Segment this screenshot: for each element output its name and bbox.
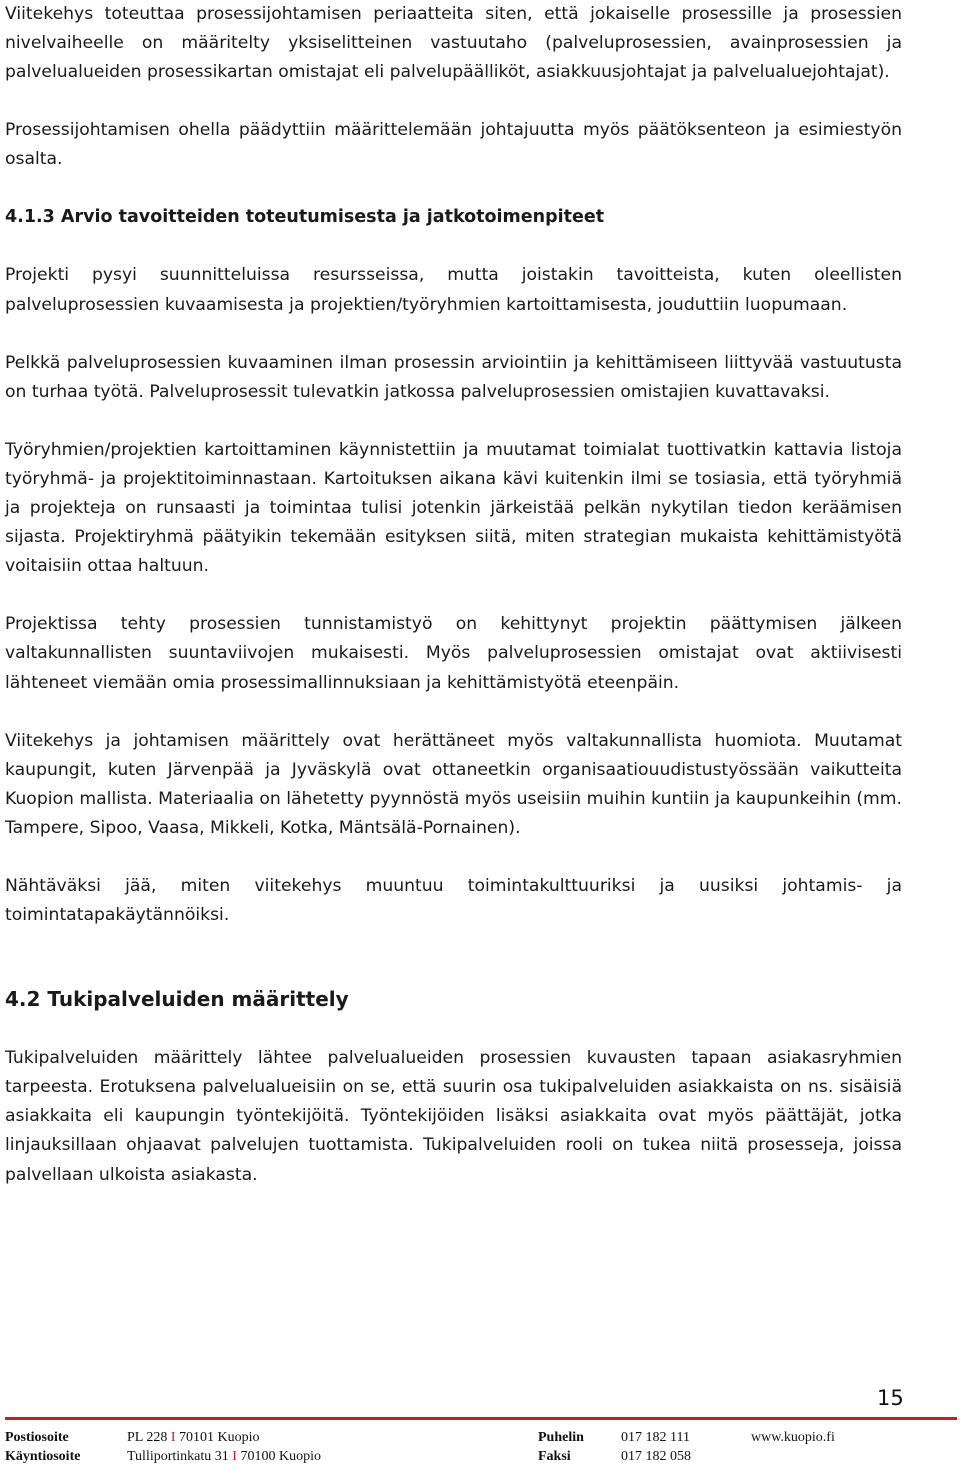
phone-label: Puhelin [538,1430,584,1445]
fax-label: Faksi [538,1449,571,1464]
phone-number: 017 182 111 [621,1430,690,1445]
page-number: 15 [877,1386,904,1410]
paragraph-outlook: Nähtäväksi jää, miten viitekehys muuntuu toimintakulttuuriksi ja uusiksi johtamis- ja toimintatapakäytännöiksi. [5,875,902,926]
paragraph-leadership-definition: Prosessijohtamisen ohella päädyttiin määrittelemään johtajuutta myös päätöksenteon ja esimiestyön osalta. [5,120,902,170]
visiting-code-city: 70100 Kuopio [240,1449,321,1464]
page-footer [5,1428,955,1466]
street-address: Tulliportinkatu 31 [127,1449,229,1464]
paragraph-process-description: Pelkkä palveluprosessien kuvaaminen ilman prosessin arviointiin ja kehittämiseen liittyvää vastuutusta on turhaa työtä. Palveluprosessit tulevatkin jatkossa palveluprosessien omistajien kuvattavaksi. [5,352,902,402]
postal-address-label: Postiosoite [5,1430,69,1445]
footer-divider [5,1417,957,1420]
visiting-address [127,1447,321,1466]
fax-number: 017 182 058 [621,1449,691,1464]
paragraph-framework-process-leadership: Viitekehys toteuttaa prosessijohtamisen periaatteita siten, että jokaiselle prosessille ja prosessien nivelvaiheelle on määritelty yksiselitteinen vastuutaho (palveluprosessien, avainprosessien ja palvelualueiden prosessikartan omistajat eli palvelupäälliköt, asiakkuusjohtajat ja palvelualuejohtajat). [5,4,902,83]
postal-box: PL 228 [127,1430,168,1445]
footer-separator: I [232,1449,237,1464]
paragraph-process-identification: Projektissa tehty prosessien tunnistamistyö on kehittynyt projektin päättymisen jälkeen valtakunnallisten suuntaviivojen mukaisesti. Myös palveluprosessien omistajat ovat aktiivisesti lähteneet viemään omia prosessimallinnuksiaan ja kehittämistyötä eteenpäin. [5,614,902,693]
footer-row-visiting [5,1447,955,1466]
paragraph-national-attention: Viitekehys ja johtamisen määrittely ovat herättäneet myös valtakunnallista huomiota. Muutamat kaupungit, kuten Järvenpää ja Jyväskylä ovat ottaneetkin organisaatiouudistustyössään vaikutteita Kuopion mallista. Materiaalia on lähetetty pyynnöstä myös useisiin muihin kuntiin ja kaupunkeihin (mm. Tampere, Sipoo, Vaasa, Mikkeli, Kotka, Mäntsälä-Pornainen). [5,730,902,838]
document-body [5,0,902,1190]
section-heading-4-2: 4.2 Tukipalveluiden määrittely [5,987,349,1012]
footer-row-postal [5,1428,955,1447]
postal-code-city: 70101 Kuopio [179,1430,260,1445]
paragraph-support-services: Tukipalveluiden määrittely lähtee palvelualueiden prosessien kuvausten tapaan asiakasryhmien tarpeesta. Erotuksena palvelualueisiin on se, että suurin osa tukipalveluiden asiakkaista on ns. sisäisiä asiakkaita eli kaupungin työntekijöitä. Työntekijöiden lisäksi asiakkaita ovat myös päättäjät, jotka linjauksillaan ohjaavat palvelujen tuottamista. Tukipalveluiden rooli on tukea niitä prosesseja, joissa palvellaan ulkoista asiakasta. [5,1048,902,1185]
footer-separator: I [170,1430,176,1445]
website-link[interactable]: www.kuopio.fi [751,1430,835,1445]
visiting-address-label: Käyntiosoite [5,1449,81,1464]
postal-address [127,1428,260,1447]
paragraph-project-resources: Projekti pysyi suunnitteluissa resursseissa, mutta joistakin tavoitteista, kuten oleellisten palveluprosessien kuvaamisesta ja projektien/työryhmien kartoittamisesta, jouduttiin luopumaan. [5,265,902,315]
paragraph-workgroup-mapping: Työryhmien/projektien kartoittaminen käynnistettiin ja muutamat toimialat tuottivatkin kattavia listoja työryhmä- ja projektitoiminnastaan. Kartoituksen aikana kävi kuitenkin ilmi se tosiasia, että työryhmiä ja projekteja on runsaasti ja toimintaa tulisi jotenkin järkeistää pelkän nykytilan tiedon keräämisen sijasta. Projektiryhmä päätyikin tekemään esityksen siitä, miten strategian mukaista kehittämistyötä voitaisiin ottaa haltuun. [5,439,902,577]
section-heading-4-1-3: 4.1.3 Arvio tavoitteiden toteutumisesta ja jatkotoimenpiteet [5,207,605,228]
